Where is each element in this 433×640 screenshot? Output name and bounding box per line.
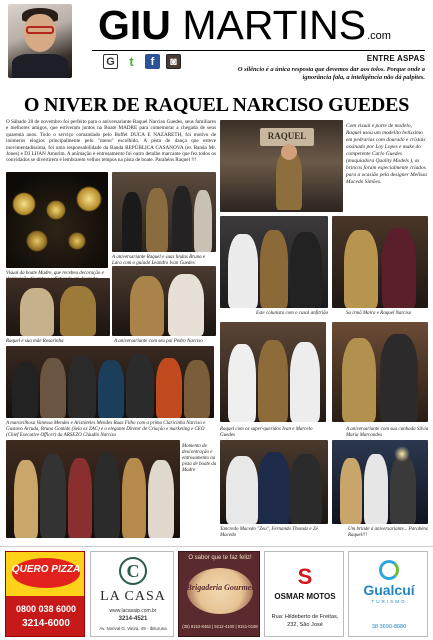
brigaderia-tagline: O sabor que te faz feliz!: [188, 555, 252, 561]
photo-raquel-father: [112, 266, 216, 336]
ads-divider: [0, 546, 433, 547]
header-rule: [92, 50, 425, 51]
article-headline: O NIVER DE RAQUEL NARCISO GUEDES: [23, 94, 410, 116]
lacasa-phone: 3214-4521: [118, 616, 148, 622]
osmar-address-1: Rua: Hildeberto de Freitas,: [271, 614, 339, 620]
gualcui-name: Gualcuí: [363, 582, 415, 598]
photo-columnist-couple: [220, 216, 328, 308]
photo-tancredo-fernando-ze: [220, 440, 328, 524]
brand-martins: MARTINS: [182, 2, 367, 48]
photo-ivan-marcelo: [220, 322, 326, 422]
brigaderia-name: Brigaderia Gourmet: [186, 583, 254, 592]
photo-raquel-mother: [6, 278, 110, 336]
ad-quero-pizza[interactable]: [5, 551, 85, 637]
photo-raquel-sign: [220, 120, 343, 212]
ad-gualcui[interactable]: [348, 551, 428, 637]
ad-osmar-motos[interactable]: [264, 551, 344, 637]
lacasa-monogram-icon: C: [119, 557, 147, 585]
google-plus-icon[interactable]: G: [103, 54, 118, 69]
ad-brigaderia[interactable]: [178, 551, 260, 637]
brand-giu: GIU: [98, 2, 171, 48]
caption-ivan-marcelo: Raquel com os super-queridos Ivan e Marcelo Guedes: [220, 427, 313, 438]
section-label: ENTRE ASPAS: [366, 54, 425, 63]
caption-mother: Raquel e sua mãe Rosarinha: [6, 339, 64, 344]
photo-group-friends: [6, 346, 214, 418]
ad-la-casa[interactable]: [90, 551, 174, 637]
caption-venue: Visual da boate Madre, que recebeu decoração e: [6, 271, 104, 276]
photo-sister-maira: [332, 216, 428, 308]
pizza-phone-1: 0800 038 6000: [15, 604, 77, 614]
social-links: [103, 54, 181, 69]
header-quote: O silêncio é a única resposta que devemos dar aos tolos. Porque onde a ignorância fala, a inteligência não dá palpites.: [237, 66, 425, 81]
brand-com: .com: [367, 30, 391, 42]
photo-cake-toast: [332, 440, 428, 524]
facebook-icon[interactable]: f: [145, 54, 160, 69]
lacasa-name: LA CASA: [100, 589, 166, 604]
sign-text: RAQUEL: [267, 131, 307, 141]
photo-raquel-daughters: [112, 172, 216, 252]
photo-dance-floor: [6, 440, 180, 538]
gualcui-logo-icon: [379, 560, 399, 580]
photo-venue-decor: [6, 172, 108, 268]
article-body: O Sábado 28 de novembro foi perfeito para o aniversariante Raquel Narciso Guedes, seus familiares e melhores amigos, que estiveram juntos na Boate MADRE para comemorar a chegada de seus quarenta anos. Todo o serviço comandado pelo Buffet DUCA E NAZARETH, foi motivo de inúmeros elogios principalmente pelo "menu" escolhido. A pista de dança que esteve movimentadíssima, foi uma responsabilidade da Banda REPÚBLICA CASANOVA (ex Banda Mr. Jones) e DJ LIJAN Amorim. A animação e entrosamento foi outro detalhe marcante que fez todos os convidados se divertirem e lembrarem velhos tempos na pista de boate. Parabéns Raquel !!!: [6, 119, 216, 164]
page-header: [0, 0, 433, 86]
gualcui-phone: 38 3690-8080: [371, 624, 407, 630]
brigaderia-phones: (38) 9152-8462 | 9212-4100 | 9151-0188: [182, 624, 258, 629]
caption-toast: Um brinde à aniversariante... Parabéns Raquel!!!: [348, 527, 428, 538]
caption-daughters: A aniversariante Raquel e suas lindas Bruna e Lara com o guiado Leandro Ivan Guedes: [112, 255, 206, 266]
osmar-address-2: 232, São José: [287, 622, 323, 628]
lacasa-site: www.lacasaip.com.br: [109, 608, 157, 614]
caption-group: A maravilhosa Vanessa Mendes e Aristóteles Mendes Ruas Filho com a prima Claricinha Narciso e Gustavo Arruda, Bruno Gomide (Sela ex ZAC) e o elegante Diretor de Criação e marketing e CEO (Chief Executive Officer) da ARSEZO Cláudio Narciso: [6, 421, 206, 438]
pizza-brand: QUERO PIZZA: [11, 564, 81, 575]
lacasa-address: Av. Norival G. Vieira, 49 - Ibituruna: [99, 626, 167, 631]
caption-father: A aniversariante com seu pai Pedro Narciso: [114, 339, 203, 344]
osmar-name: OSMAR MOTOS: [274, 592, 336, 601]
gualcui-sub: TURISMO: [371, 599, 407, 604]
caption-sister: Sa irmã Maira e Raquel Narciso: [346, 311, 412, 316]
caption-tancredo: Tancredo Macedo "Zeu", Fernando Thomáz e Zé Macedo: [220, 527, 318, 538]
caption-sister-in-law: A aniversariante com sua cunhada Silvia Maria Marcondes: [346, 427, 429, 438]
article-side-text: Com visual e porte de modelo, Raquel usou um modelito belíssimo em pedrarias com dourado e cristais assinado por Loy Lopes e make do competente Carlo Guedes (maquiadora Quality Models ), as brincos foram especialmente criados para a ocasião pela designer Melissa Macedo Simões.: [346, 123, 428, 185]
twitter-icon[interactable]: t: [124, 54, 139, 69]
instagram-icon[interactable]: ◙: [166, 54, 181, 69]
caption-dance-floor: Momento de descontração e entrosamento na pista de boate da Madre: [182, 444, 217, 473]
photo-sister-in-law: [332, 322, 428, 422]
pizza-phone-2: 3214-6000: [22, 618, 70, 629]
caption-columnist: Este colunista com o casal anfitrião: [256, 311, 329, 316]
suzuki-logo-icon: S: [297, 564, 313, 589]
columnist-portrait: [8, 4, 72, 78]
